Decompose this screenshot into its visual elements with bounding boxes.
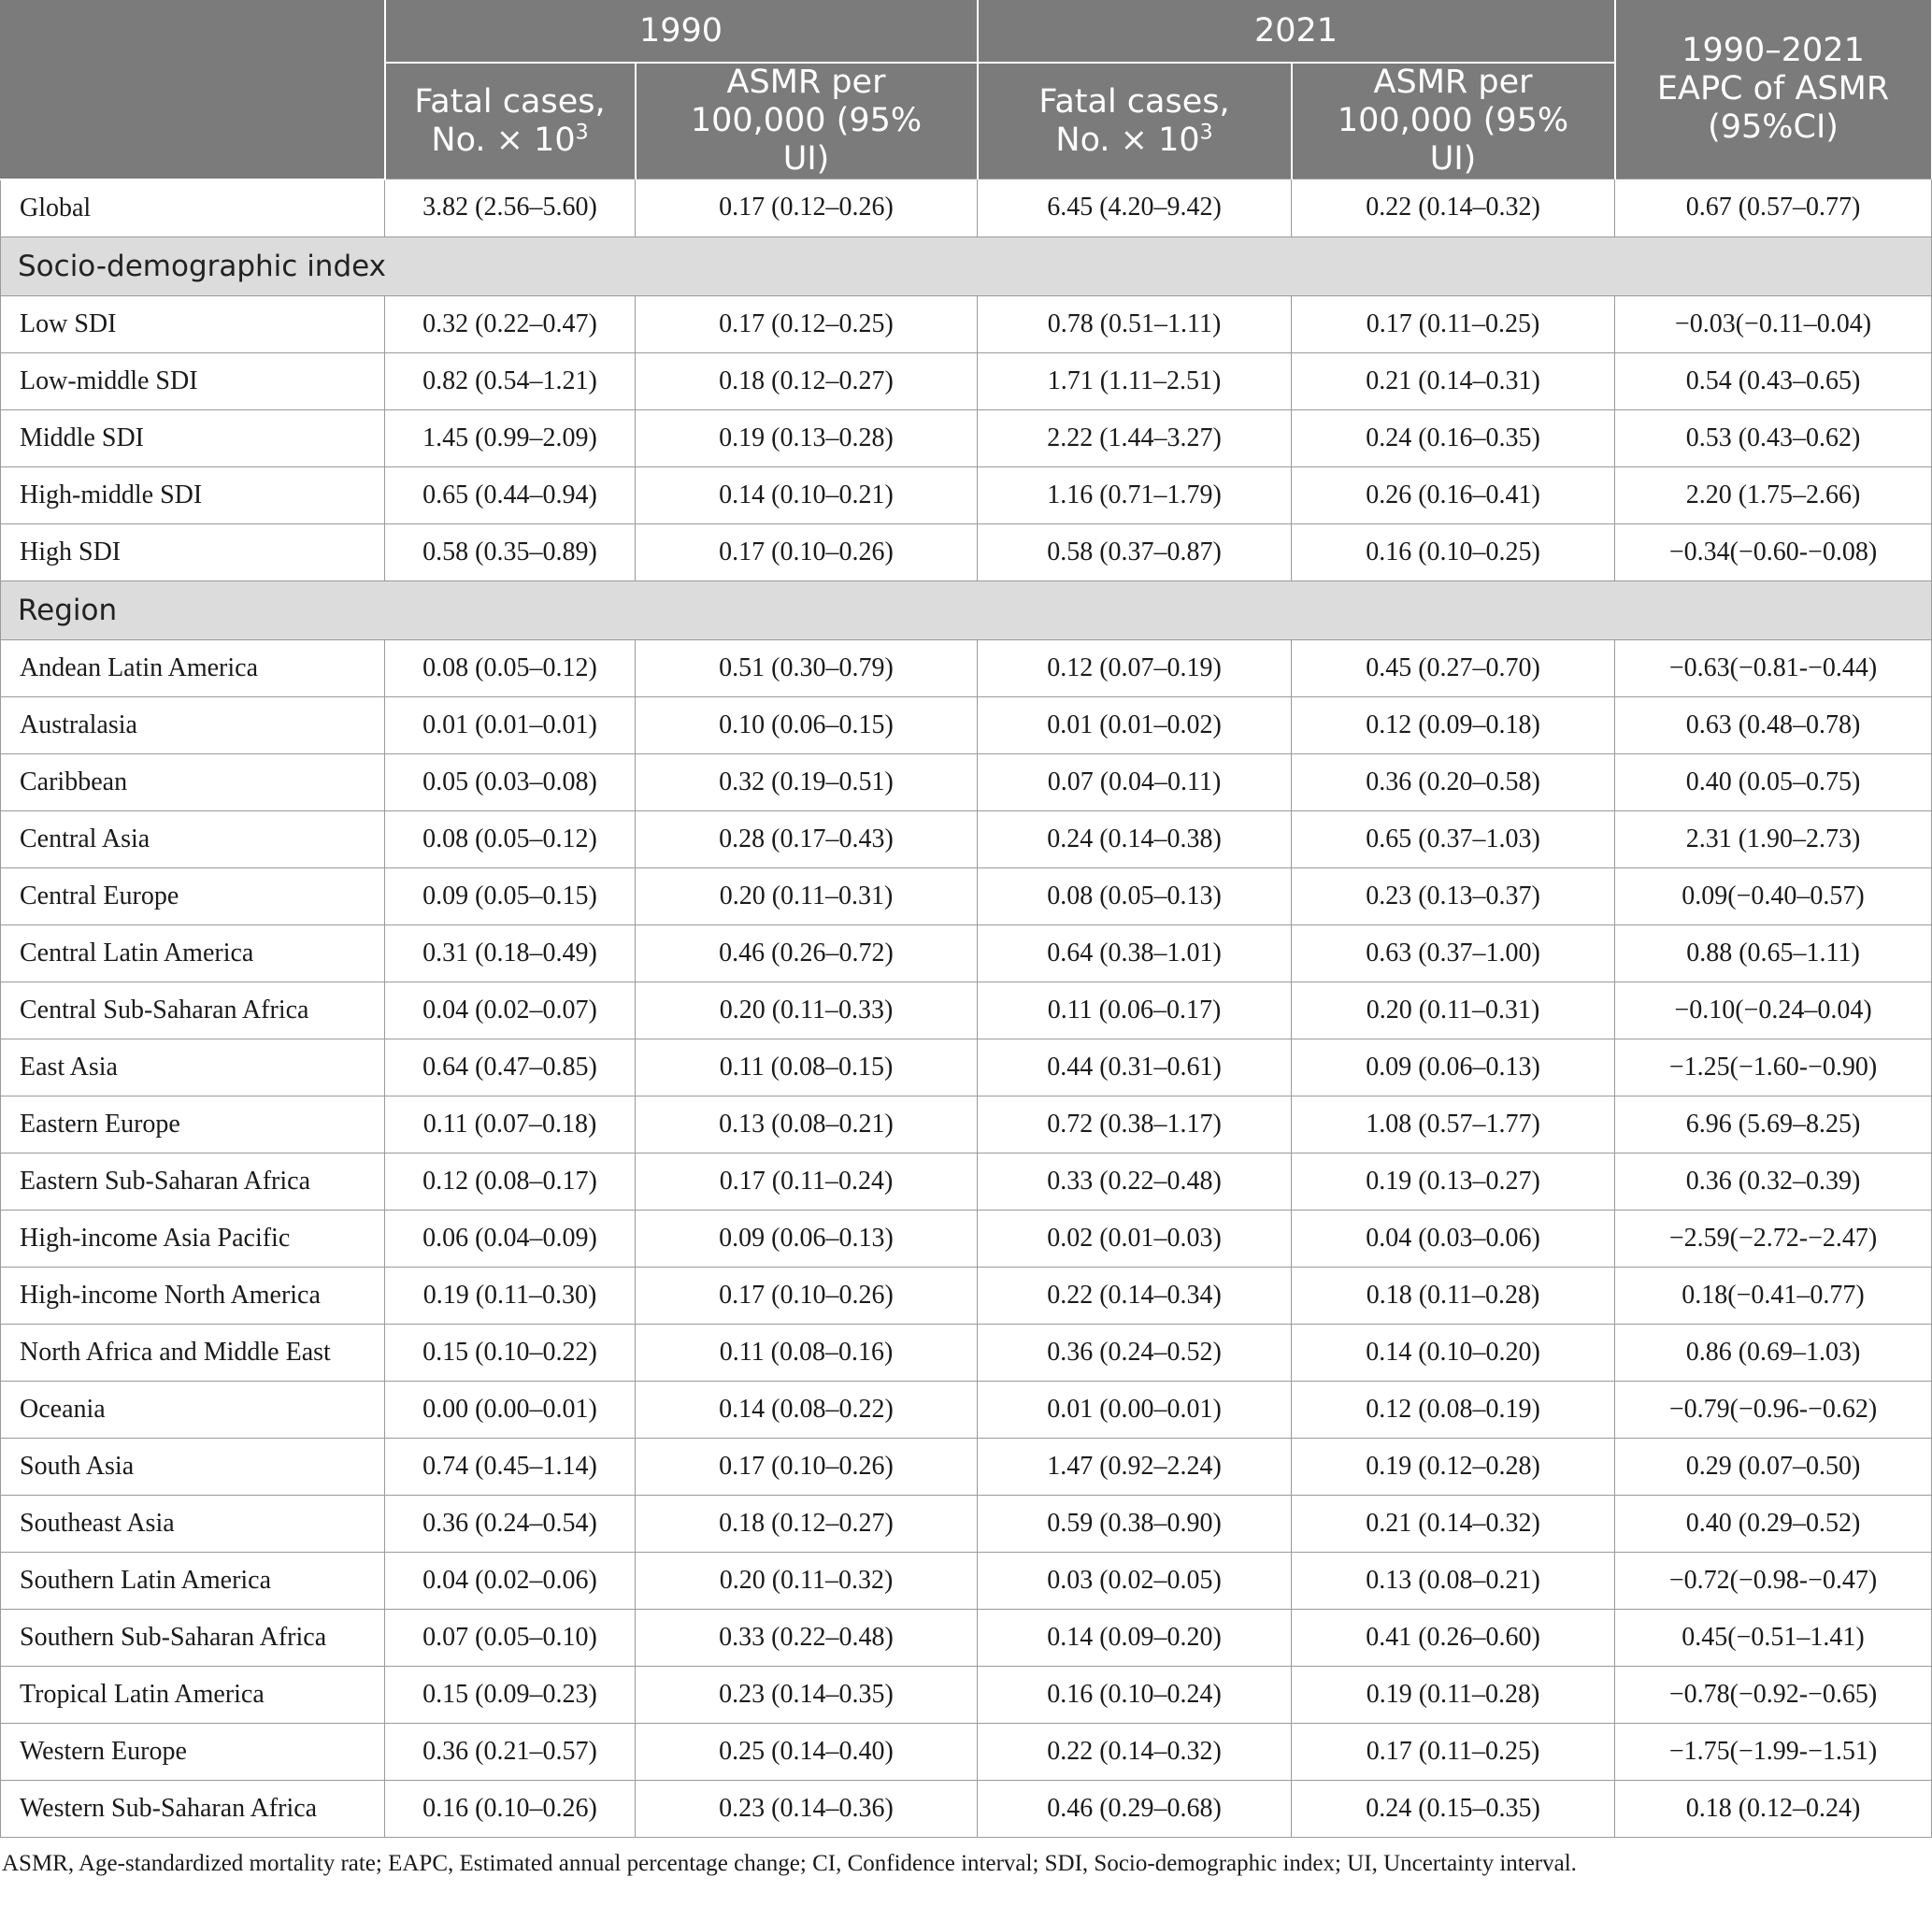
cell-cases-1990: 0.11 (0.07–0.18) [385,1096,636,1153]
table-row [1,1666,1932,1723]
cell-asmr-2021: 0.19 (0.12–0.28) [1292,1438,1615,1495]
cell-asmr-2021: 0.36 (0.20–0.58) [1292,753,1615,810]
cell-cases-1990: 0.64 (0.47–0.85) [385,1039,636,1096]
cell-eapc: 0.63 (0.48–0.78) [1615,696,1932,753]
cell-asmr-1990: 0.17 (0.12–0.26) [636,179,978,237]
cell-asmr-1990: 0.17 (0.10–0.26) [636,523,978,580]
section-heading-sdi: Socio-demographic index [1,236,1932,295]
cell-cases-2021: 0.08 (0.05–0.13) [978,867,1292,924]
cell-asmr-1990: 0.09 (0.06–0.13) [636,1210,978,1267]
cell-name: Central Sub-Saharan Africa [1,982,385,1039]
cell-cases-2021: 0.72 (0.38–1.17) [978,1096,1292,1153]
cell-asmr-2021: 0.41 (0.26–0.60) [1292,1609,1615,1666]
cell-asmr-1990: 0.28 (0.17–0.43) [636,810,978,867]
table-row [1,810,1932,867]
cell-asmr-1990: 0.14 (0.08–0.22) [636,1381,978,1438]
cell-asmr-1990: 0.17 (0.12–0.25) [636,295,978,352]
cell-eapc: 0.54 (0.43–0.65) [1615,352,1932,409]
cell-cases-2021: 0.64 (0.38–1.01) [978,924,1292,982]
cell-eapc: 0.29 (0.07–0.50) [1615,1438,1932,1495]
cell-name: Oceania [1,1381,385,1438]
cell-asmr-1990: 0.17 (0.10–0.26) [636,1267,978,1324]
cell-cases-1990: 0.36 (0.24–0.54) [385,1495,636,1552]
cell-name: Southern Sub-Saharan Africa [1,1609,385,1666]
table-row [1,924,1932,982]
cell-asmr-2021: 0.24 (0.16–0.35) [1292,409,1615,466]
table-row [1,409,1932,466]
cell-cases-1990: 0.09 (0.05–0.15) [385,867,636,924]
cell-asmr-2021: 0.24 (0.15–0.35) [1292,1780,1615,1837]
cell-name: High-income North America [1,1267,385,1324]
cell-asmr-1990: 0.20 (0.11–0.31) [636,867,978,924]
cell-asmr-2021: 0.19 (0.11–0.28) [1292,1666,1615,1723]
cell-cases-1990: 0.08 (0.05–0.12) [385,639,636,696]
cell-name: North Africa and Middle East [1,1324,385,1381]
table-row [1,1267,1932,1324]
cell-name: Eastern Europe [1,1096,385,1153]
table-row [1,1609,1932,1666]
cell-cases-2021: 2.22 (1.44–3.27) [978,409,1292,466]
section-row-region [1,580,1932,639]
cell-asmr-1990: 0.18 (0.12–0.27) [636,1495,978,1552]
cell-cases-2021: 0.78 (0.51–1.11) [978,295,1292,352]
table-row [1,1381,1932,1438]
cell-asmr-1990: 0.14 (0.10–0.21) [636,466,978,523]
cell-cases-2021: 1.16 (0.71–1.79) [978,466,1292,523]
cell-asmr-1990: 0.51 (0.30–0.79) [636,639,978,696]
cell-asmr-2021: 0.09 (0.06–0.13) [1292,1039,1615,1096]
cell-eapc: −2.59(−2.72-−2.47) [1615,1210,1932,1267]
table-row [1,1723,1932,1780]
header-fatal-cases-1990-sup: 3 [575,120,589,144]
cell-cases-2021: 0.03 (0.02–0.05) [978,1552,1292,1609]
cell-cases-1990: 0.00 (0.00–0.01) [385,1381,636,1438]
table-row [1,1153,1932,1210]
cell-cases-1990: 0.08 (0.05–0.12) [385,810,636,867]
header-fatal-cases-2021-text: Fatal cases, No. × 10 [1038,82,1230,159]
cell-asmr-2021: 0.04 (0.03–0.06) [1292,1210,1615,1267]
cell-name: South Asia [1,1438,385,1495]
cell-asmr-2021: 0.65 (0.37–1.03) [1292,810,1615,867]
cell-asmr-1990: 0.33 (0.22–0.48) [636,1609,978,1666]
cell-eapc: 0.40 (0.05–0.75) [1615,753,1932,810]
cell-asmr-2021: 0.12 (0.08–0.19) [1292,1381,1615,1438]
table-row [1,1495,1932,1552]
cell-eapc: 0.53 (0.43–0.62) [1615,409,1932,466]
header-asmr-1990: ASMR per 100,000 (95% UI) [636,63,978,179]
cell-asmr-2021: 0.26 (0.16–0.41) [1292,466,1615,523]
cell-name: Australasia [1,696,385,753]
cell-eapc: −0.10(−0.24–0.04) [1615,982,1932,1039]
cell-cases-2021: 1.47 (0.92–2.24) [978,1438,1292,1495]
cell-eapc: 6.96 (5.69–8.25) [1615,1096,1932,1153]
cell-eapc: 0.45(−0.51–1.41) [1615,1609,1932,1666]
cell-cases-2021: 0.36 (0.24–0.52) [978,1324,1292,1381]
cell-name: Tropical Latin America [1,1666,385,1723]
cell-asmr-1990: 0.25 (0.14–0.40) [636,1723,978,1780]
cell-cases-1990: 0.04 (0.02–0.07) [385,982,636,1039]
cell-eapc: −0.72(−0.98-−0.47) [1615,1552,1932,1609]
cell-cases-2021: 0.24 (0.14–0.38) [978,810,1292,867]
cell-cases-2021: 0.11 (0.06–0.17) [978,982,1292,1039]
cell-cases-1990: 0.82 (0.54–1.21) [385,352,636,409]
cell-cases-1990: 0.04 (0.02–0.06) [385,1552,636,1609]
cell-asmr-1990: 0.20 (0.11–0.33) [636,982,978,1039]
cell-name: Central Europe [1,867,385,924]
table-row [1,466,1932,523]
table-body [1,179,1932,1838]
cell-asmr-1990: 0.46 (0.26–0.72) [636,924,978,982]
table-row [1,1096,1932,1153]
cell-eapc: 0.86 (0.69–1.03) [1615,1324,1932,1381]
cell-asmr-2021: 0.14 (0.10–0.20) [1292,1324,1615,1381]
header-fatal-cases-1990-text: Fatal cases, No. × 10 [414,82,606,159]
table-row-global [1,179,1932,237]
cell-cases-2021: 0.58 (0.37–0.87) [978,523,1292,580]
header-year-2021: 2021 [978,0,1615,63]
cell-asmr-1990: 0.20 (0.11–0.32) [636,1552,978,1609]
cell-cases-1990: 0.16 (0.10–0.26) [385,1780,636,1837]
cell-cases-2021: 0.07 (0.04–0.11) [978,753,1292,810]
cell-cases-2021: 0.01 (0.00–0.01) [978,1381,1292,1438]
cell-asmr-2021: 0.17 (0.11–0.25) [1292,295,1615,352]
header-row-years [1,0,1932,63]
cell-eapc: 2.20 (1.75–2.66) [1615,466,1932,523]
cell-asmr-2021: 0.12 (0.09–0.18) [1292,696,1615,753]
table-header [1,0,1932,179]
cell-name: Caribbean [1,753,385,810]
cell-cases-1990: 0.05 (0.03–0.08) [385,753,636,810]
cell-name: Southeast Asia [1,1495,385,1552]
cell-cases-1990: 0.58 (0.35–0.89) [385,523,636,580]
table-row [1,352,1932,409]
cell-name: Eastern Sub-Saharan Africa [1,1153,385,1210]
table-row [1,982,1932,1039]
cell-cases-2021: 0.14 (0.09–0.20) [978,1609,1292,1666]
cell-cases-1990: 0.06 (0.04–0.09) [385,1210,636,1267]
cell-cases-1990: 3.82 (2.56–5.60) [385,179,636,237]
cell-cases-1990: 0.07 (0.05–0.10) [385,1609,636,1666]
cell-name: Low-middle SDI [1,352,385,409]
table-footnote: ASMR, Age-standardized mortality rate; EAPC, Estimated annual percentage change; CI, Confidence interval; SDI, Socio-demographic index; UI, Uncertainty interval. [2,1850,1577,1876]
cell-cases-2021: 6.45 (4.20–9.42) [978,179,1292,237]
cell-eapc: −1.75(−1.99-−1.51) [1615,1723,1932,1780]
table-row [1,753,1932,810]
cell-eapc: −0.34(−0.60-−0.08) [1615,523,1932,580]
cell-name: Andean Latin America [1,639,385,696]
cell-cases-2021: 0.33 (0.22–0.48) [978,1153,1292,1210]
table-row [1,1210,1932,1267]
table-row [1,1438,1932,1495]
cell-eapc: −0.79(−0.96-−0.62) [1615,1381,1932,1438]
cell-name: High-income Asia Pacific [1,1210,385,1267]
cell-name: Southern Latin America [1,1552,385,1609]
cell-name: Western Sub-Saharan Africa [1,1780,385,1837]
cell-asmr-1990: 0.13 (0.08–0.21) [636,1096,978,1153]
cell-asmr-2021: 0.18 (0.11–0.28) [1292,1267,1615,1324]
header-fatal-cases-2021 [978,63,1292,179]
cell-cases-1990: 0.01 (0.01–0.01) [385,696,636,753]
cell-asmr-2021: 0.16 (0.10–0.25) [1292,523,1615,580]
cell-eapc: 0.18(−0.41–0.77) [1615,1267,1932,1324]
cell-cases-1990: 0.15 (0.09–0.23) [385,1666,636,1723]
cell-cases-1990: 0.15 (0.10–0.22) [385,1324,636,1381]
cell-eapc: 0.18 (0.12–0.24) [1615,1780,1932,1837]
cell-asmr-1990: 0.19 (0.13–0.28) [636,409,978,466]
header-corner [1,0,385,179]
cell-asmr-1990: 0.17 (0.10–0.26) [636,1438,978,1495]
cell-asmr-2021: 1.08 (0.57–1.77) [1292,1096,1615,1153]
cell-asmr-2021: 0.21 (0.14–0.31) [1292,352,1615,409]
cell-eapc: 2.31 (1.90–2.73) [1615,810,1932,867]
cell-name: High-middle SDI [1,466,385,523]
cell-asmr-1990: 0.18 (0.12–0.27) [636,352,978,409]
header-asmr-2021: ASMR per 100,000 (95% UI) [1292,63,1615,179]
cell-eapc: 0.67 (0.57–0.77) [1615,179,1932,237]
cell-cases-2021: 0.12 (0.07–0.19) [978,639,1292,696]
cell-name: Low SDI [1,295,385,352]
table-row [1,1039,1932,1096]
cell-eapc: 0.09(−0.40–0.57) [1615,867,1932,924]
cell-asmr-1990: 0.10 (0.06–0.15) [636,696,978,753]
cell-cases-1990: 1.45 (0.99–2.09) [385,409,636,466]
header-year-1990: 1990 [385,0,978,63]
cell-asmr-2021: 0.23 (0.13–0.37) [1292,867,1615,924]
cell-asmr-1990: 0.23 (0.14–0.36) [636,1780,978,1837]
cell-asmr-1990: 0.32 (0.19–0.51) [636,753,978,810]
cell-asmr-2021: 0.17 (0.11–0.25) [1292,1723,1615,1780]
cell-asmr-2021: 0.20 (0.11–0.31) [1292,982,1615,1039]
cell-name: Western Europe [1,1723,385,1780]
cell-cases-1990: 0.74 (0.45–1.14) [385,1438,636,1495]
cell-cases-2021: 0.01 (0.01–0.02) [978,696,1292,753]
cell-cases-1990: 0.12 (0.08–0.17) [385,1153,636,1210]
cell-eapc: −0.78(−0.92-−0.65) [1615,1666,1932,1723]
cell-name: Middle SDI [1,409,385,466]
cell-cases-1990: 0.32 (0.22–0.47) [385,295,636,352]
section-heading-region: Region [1,580,1932,639]
cell-asmr-1990: 0.17 (0.11–0.24) [636,1153,978,1210]
cell-cases-2021: 0.44 (0.31–0.61) [978,1039,1292,1096]
header-fatal-cases-2021-sup: 3 [1199,120,1213,144]
cell-asmr-2021: 0.22 (0.14–0.32) [1292,179,1615,237]
cell-eapc: 0.36 (0.32–0.39) [1615,1153,1932,1210]
table-row [1,1324,1932,1381]
cell-cases-2021: 0.22 (0.14–0.32) [978,1723,1292,1780]
table-row [1,639,1932,696]
cell-eapc: −0.03(−0.11–0.04) [1615,295,1932,352]
cell-asmr-1990: 0.11 (0.08–0.15) [636,1039,978,1096]
table-row [1,523,1932,580]
cell-eapc: −1.25(−1.60-−0.90) [1615,1039,1932,1096]
header-fatal-cases-1990 [385,63,636,179]
cell-asmr-2021: 0.13 (0.08–0.21) [1292,1552,1615,1609]
cell-eapc: 0.40 (0.29–0.52) [1615,1495,1932,1552]
cell-cases-2021: 0.02 (0.01–0.03) [978,1210,1292,1267]
cell-cases-1990: 0.19 (0.11–0.30) [385,1267,636,1324]
cell-cases-1990: 0.36 (0.21–0.57) [385,1723,636,1780]
cell-asmr-2021: 0.63 (0.37–1.00) [1292,924,1615,982]
cell-cases-2021: 0.22 (0.14–0.34) [978,1267,1292,1324]
table-row [1,1780,1932,1837]
header-eapc: 1990–2021 EAPC of ASMR (95%CI) [1615,0,1932,179]
table-row [1,696,1932,753]
cell-name: East Asia [1,1039,385,1096]
cell-cases-1990: 0.65 (0.44–0.94) [385,466,636,523]
cell-eapc: −0.63(−0.81-−0.44) [1615,639,1932,696]
table-row [1,295,1932,352]
cell-cases-2021: 0.16 (0.10–0.24) [978,1666,1292,1723]
cell-cases-2021: 0.59 (0.38–0.90) [978,1495,1292,1552]
cell-asmr-2021: 0.21 (0.14–0.32) [1292,1495,1615,1552]
cell-eapc: 0.88 (0.65–1.11) [1615,924,1932,982]
cell-cases-2021: 1.71 (1.11–2.51) [978,352,1292,409]
cell-asmr-1990: 0.23 (0.14–0.35) [636,1666,978,1723]
cell-name: High SDI [1,523,385,580]
section-row-sdi [1,236,1932,295]
cell-asmr-2021: 0.45 (0.27–0.70) [1292,639,1615,696]
cell-asmr-2021: 0.19 (0.13–0.27) [1292,1153,1615,1210]
cell-asmr-1990: 0.11 (0.08–0.16) [636,1324,978,1381]
cell-name: Central Asia [1,810,385,867]
table-row [1,867,1932,924]
table-row [1,1552,1932,1609]
cell-cases-1990: 0.31 (0.18–0.49) [385,924,636,982]
cell-cases-2021: 0.46 (0.29–0.68) [978,1780,1292,1837]
cell-name: Central Latin America [1,924,385,982]
cell-name: Global [1,179,385,237]
